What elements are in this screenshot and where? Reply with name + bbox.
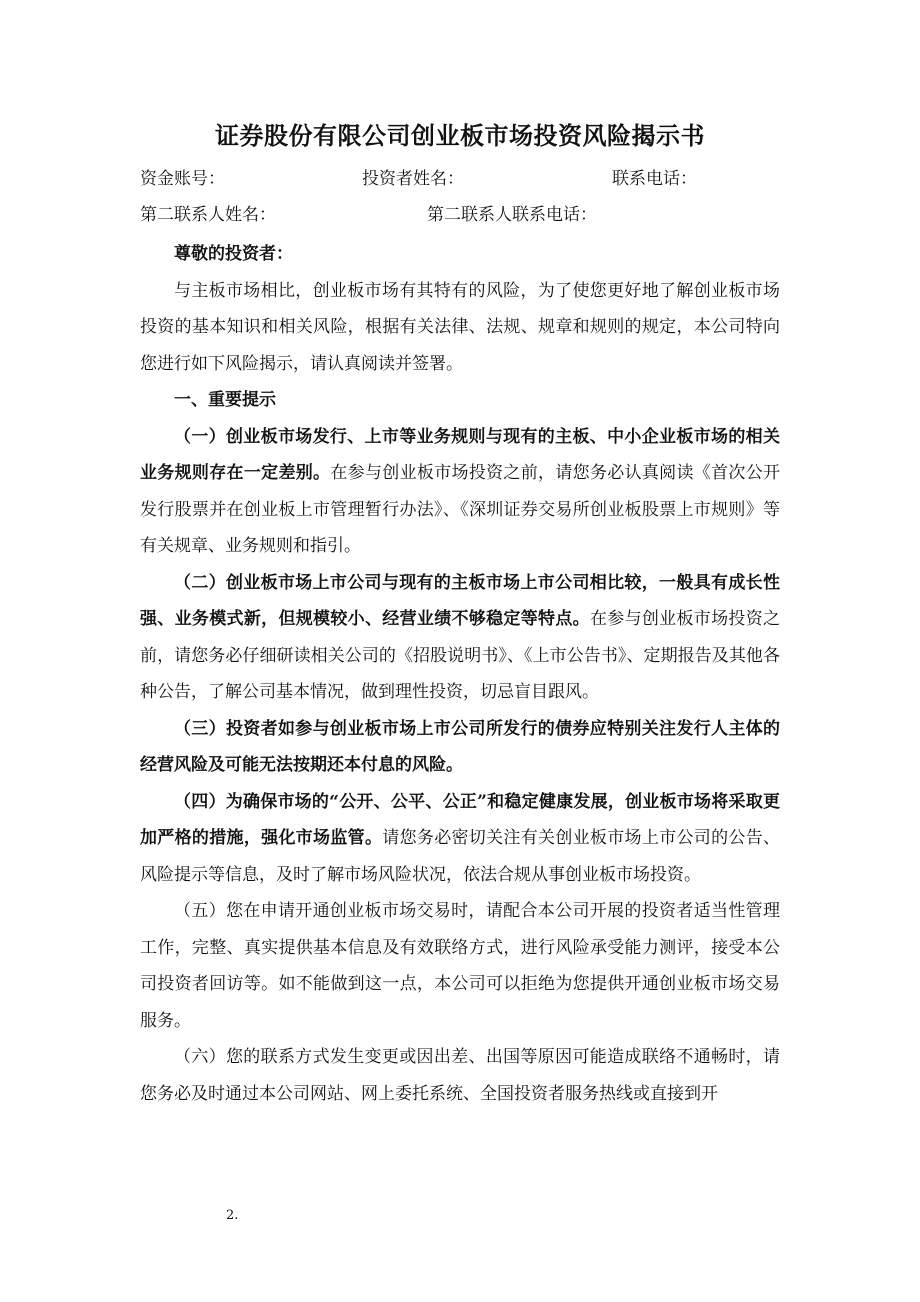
risk-item-1-text: 在参与创业板市场投资之前，请您务必认真阅读《首次公开发行股票并在创业板上市管理暂行办法》、《深圳证券交易所创业板股票上市规则》等有关规章、业务规则和指引。 — [140, 463, 781, 556]
risk-item-6-text: （六）您的联系方式发生变更或因出差、出国等原因可能造成联络不通畅时，请您务必及时通过本公司网站、网上委托系统、全国投资者服务热线或直接到开 — [140, 1047, 780, 1104]
investor-name-field-label: 投资者姓名： — [362, 169, 464, 189]
risk-item-1-emphasis: （一）创业板市场发行、上市等业务规则与现有的主板、中小企业板市场的相关业务规则存在一定差别。 — [140, 426, 780, 483]
phone-field-label: 联系电话： — [612, 169, 697, 189]
document-body — [140, 236, 780, 1112]
risk-item-2 — [140, 565, 780, 711]
risk-item-4-emphasis: （四）为确保市场的“公开、公平、公正”和稳定健康发展，创业板市场将采取更加严格的措施，强化市场监管。 — [140, 791, 780, 848]
risk-item-6 — [140, 1039, 780, 1112]
risk-item-3-emphasis: （三）投资者如参与创业板市场上市公司所发行的债券应特别关注发行人主体的经营风险及可能无法按期还本付息的风险。 — [140, 718, 780, 775]
section-heading: 一、重要提示 — [174, 390, 276, 410]
risk-item-4-text: 请您务必密切关注有关创业板市场上市公司的公告、风险提示等信息，及时了解市场风险状况，依法合规从事创业板市场投资。 — [140, 828, 781, 885]
second-contact-phone-field-label: 第二联系人联系电话： — [427, 205, 597, 225]
intro-paragraph: 与主板市场相比，创业板市场有其特有的风险，为了使您更好地了解创业板市场投资的基本知识和相关风险，根据有关法律、法规、规章和规则的规定，本公司特向您进行如下风险揭示，请认真阅读并签署。 — [140, 280, 780, 374]
account-field-label: 资金账号： — [140, 169, 225, 189]
risk-item-5 — [140, 893, 780, 1039]
page-title: 证券股份有限公司创业板市场投资风险揭示书 — [215, 122, 705, 150]
risk-item-1 — [140, 419, 780, 565]
second-contact-name-field-label: 第二联系人姓名： — [140, 205, 276, 225]
risk-item-5-text: （五）您在申请开通创业板市场交易时，请配合本公司开展的投资者适当性管理工作，完整、真实提供基本信息及有效联络方式，进行风险承受能力测评，接受本公司投资者回访等。如不能做到这一点，本公司可以拒绝为您提供开通创业板市场交易服务。 — [140, 901, 780, 1031]
risk-item-3 — [140, 711, 780, 784]
risk-item-2-text: 在参与创业板市场投资之前，请您务必仔细研读相关公司的《招股说明书》、《上市公告书》、定期报告及其他各种公告，了解公司基本情况，做到理性投资，切忌盲目跟风。 — [140, 609, 781, 702]
page-number: 2. — [226, 1208, 239, 1223]
greeting: 尊敬的投资者： — [174, 244, 293, 264]
risk-item-2-emphasis: （二）创业板市场上市公司与现有的主板市场上市公司相比较，一般具有成长性强、业务模式新，但规模较小、经营业绩不够稳定等特点。 — [140, 572, 780, 629]
risk-item-4 — [140, 784, 780, 894]
